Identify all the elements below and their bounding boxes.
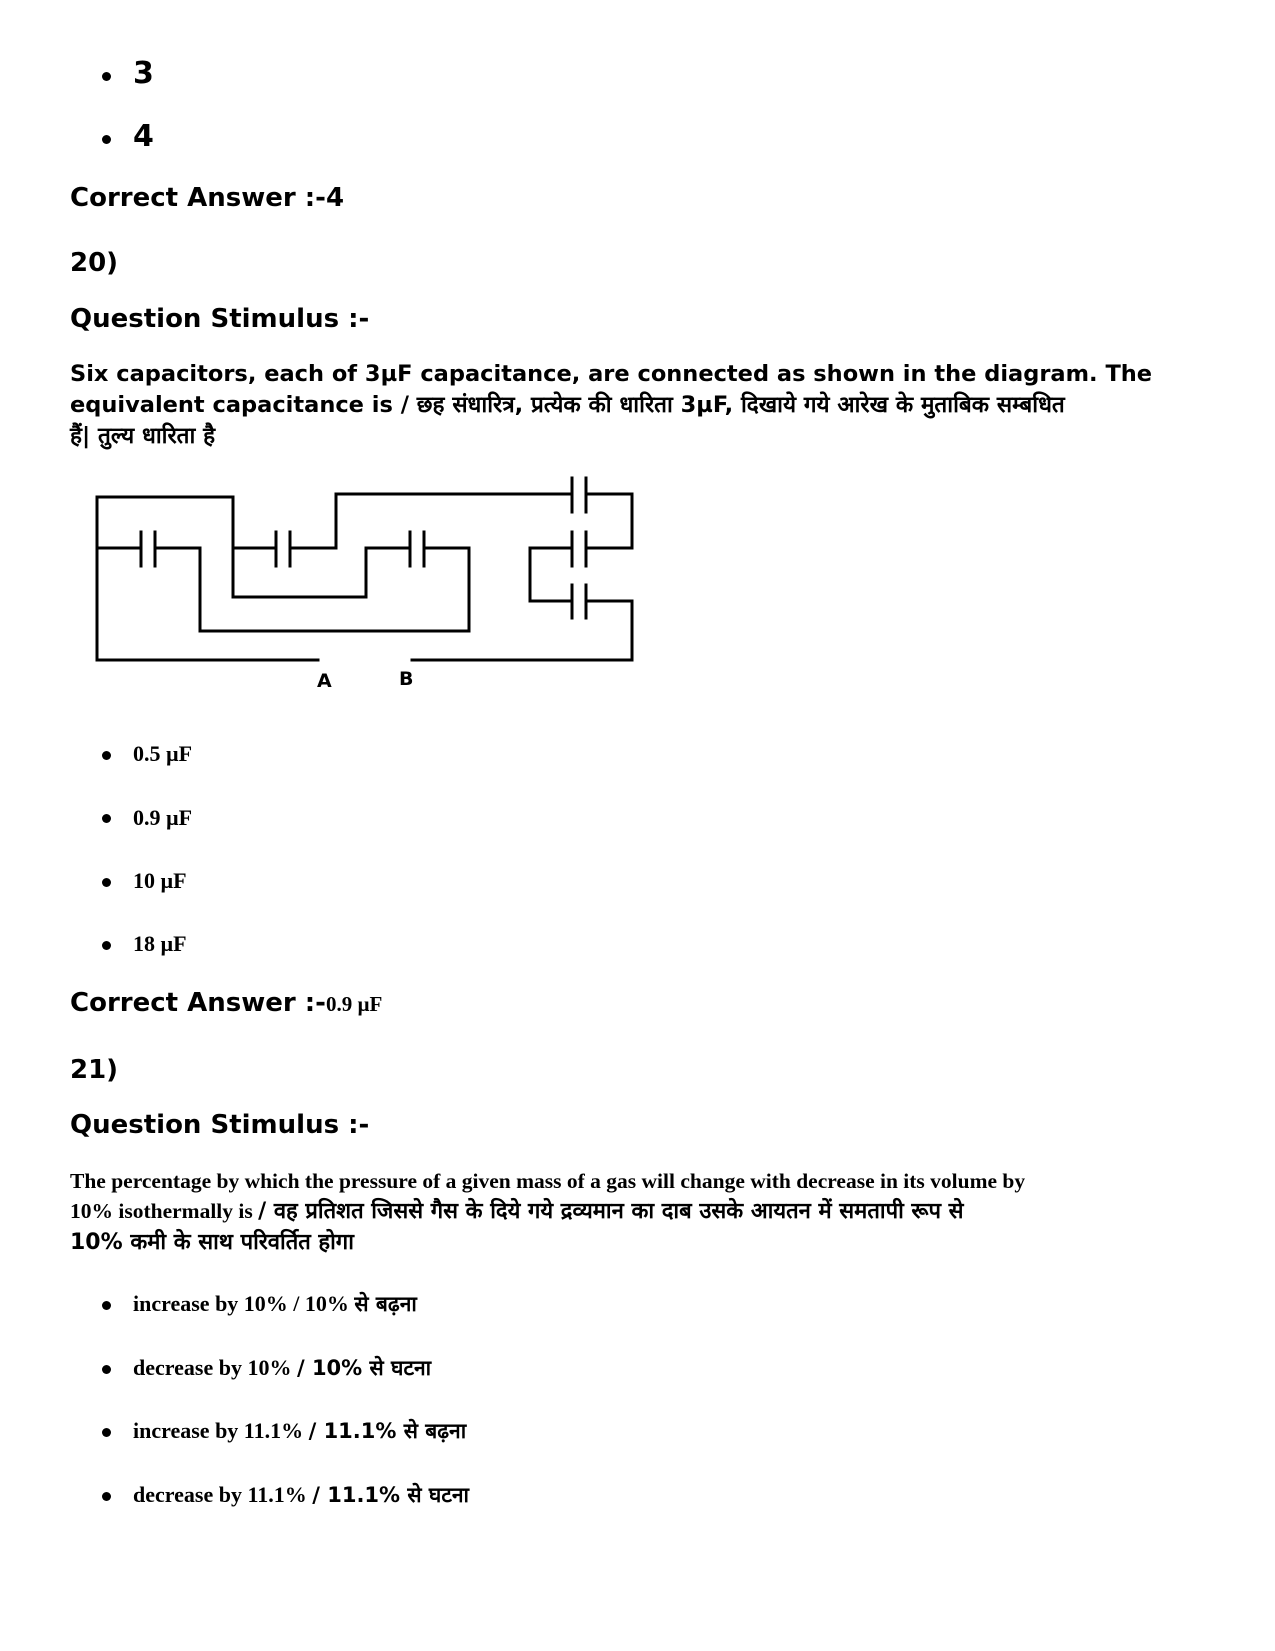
- option-text-en: decrease by 11.1%: [133, 1482, 313, 1507]
- correct-answer-label: Correct Answer :-: [70, 183, 326, 213]
- capacitor-4-icon: [572, 478, 632, 548]
- capacitor-5-icon: [530, 532, 586, 601]
- q20-stem-line-1: Six capacitors, each of 3µF capacitance, are connected as shown in the diagram. The: [70, 361, 1153, 387]
- q19-correct-answer: [70, 183, 344, 213]
- correct-answer-label: Correct Answer :-: [70, 988, 326, 1018]
- q20-stem: [70, 359, 1210, 452]
- q21-stimulus-label: Question Stimulus :-: [70, 1110, 370, 1140]
- q21-option-2: [133, 1354, 431, 1382]
- capacitor-1-icon: [97, 532, 469, 631]
- bullet-icon: [102, 941, 111, 950]
- q19-option-1: 3: [133, 56, 154, 91]
- q20-correct-answer: [70, 988, 382, 1018]
- circuit-wire: [97, 497, 318, 660]
- terminal-b-label: B: [399, 668, 414, 690]
- q21-stem-line-3: 10% कमी के साथ परिवर्तित होगा: [70, 1230, 354, 1255]
- q21-option-3: [133, 1417, 466, 1445]
- q21-option-4: [133, 1481, 469, 1509]
- bullet-icon: [102, 135, 111, 144]
- q20-option-4: 18 µF: [133, 931, 187, 956]
- correct-answer-value: 0.9 µF: [325, 992, 383, 1016]
- terminal-a-label: A: [317, 670, 332, 692]
- option-text-hi: / 11.1% से बढ़ना: [308, 1419, 467, 1443]
- capacitor-circuit-diagram: [90, 470, 650, 700]
- option-text-en: increase by 10% / 10%: [133, 1291, 355, 1316]
- capacitor-3-icon: [366, 532, 469, 631]
- option-text-hi: से बढ़ना: [354, 1292, 417, 1316]
- q21-stem: [70, 1166, 1220, 1258]
- option-text-en: increase by 11.1%: [133, 1418, 309, 1443]
- q20-number: 20): [70, 248, 119, 278]
- q21-option-1: [133, 1290, 417, 1318]
- bullet-icon: [102, 1301, 111, 1310]
- bullet-icon: [102, 814, 111, 823]
- bullet-icon: [102, 1428, 111, 1437]
- q20-stem-line-3: हैं| तुल्य धारिता है: [70, 423, 216, 449]
- capacitor-6-icon: [412, 585, 632, 660]
- q21-stem-line-2: [70, 1196, 1220, 1228]
- q21-stem-line-1: The percentage by which the pressure of a given mass of a gas will change with decrease in its volume by: [70, 1169, 1026, 1193]
- q20-option-2: 0.9 µF: [133, 805, 193, 830]
- q20-stimulus-label: Question Stimulus :-: [70, 304, 370, 334]
- bullet-icon: [102, 751, 111, 760]
- q19-option-2: 4: [133, 119, 154, 154]
- q20-option-3: 10 µF: [133, 868, 187, 893]
- bullet-icon: [102, 878, 111, 887]
- option-text-hi: / 11.1% से घटना: [312, 1483, 469, 1507]
- q21-number: 21): [70, 1055, 119, 1085]
- bullet-icon: [102, 1365, 111, 1374]
- correct-answer-value: 4: [325, 183, 345, 213]
- q20-stem-line-2: equivalent capacitance is / छह संधारित्र, प्रत्येक की धारिता 3µF, दिखाये गये आरेख के मुताबिक सम्बधित: [70, 392, 1065, 418]
- q20-option-1: 0.5 µF: [133, 741, 193, 766]
- q21-stem-line-2a: 10% isothermally is: [70, 1199, 259, 1223]
- option-text-hi: / 10% से घटना: [296, 1356, 432, 1380]
- capacitor-2-icon: [233, 494, 366, 597]
- q21-stem-line-2b: / वह प्रतिशत जिससे गैस के दिये गये द्रव्यमान का दाब उसके आयतन में समतापी रूप से: [258, 1199, 964, 1224]
- bullet-icon: [102, 1492, 111, 1501]
- option-text-en: decrease by 10%: [133, 1355, 297, 1380]
- bullet-icon: [102, 72, 111, 81]
